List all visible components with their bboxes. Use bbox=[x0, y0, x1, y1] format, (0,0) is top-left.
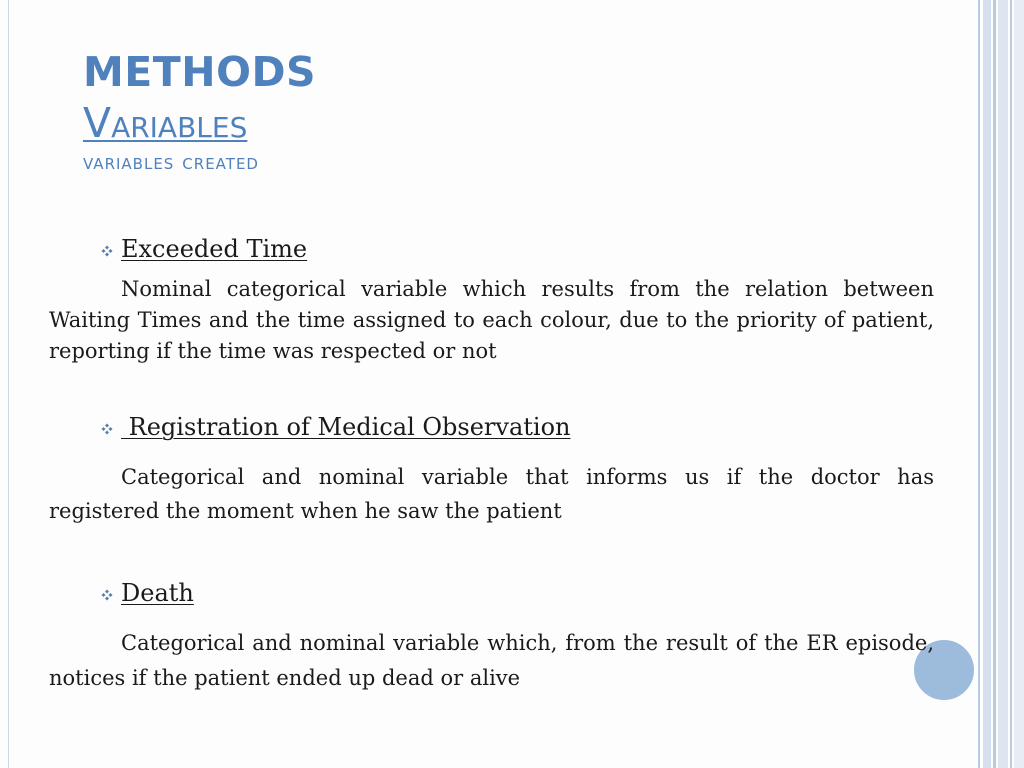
decorative-stripe bbox=[1014, 0, 1024, 768]
variable-item bbox=[49, 234, 934, 367]
variable-heading bbox=[49, 412, 934, 442]
variable-description: Categorical and nominal variable that informs us if the doctor has registered the moment when he saw the patient bbox=[49, 465, 934, 523]
four-diamond-bullet-icon bbox=[101, 423, 113, 435]
variable-item bbox=[49, 412, 934, 528]
title-subtitle-rest: ariables bbox=[111, 101, 248, 147]
title-subtitle-initial: V bbox=[83, 99, 112, 147]
variable-label: Death bbox=[121, 579, 194, 607]
variable-description: Nominal categorical variable which results from the relation between Waiting Times and the time assigned to each colour, due to the priority of patient, reporting if the time was respected or not bbox=[49, 277, 934, 363]
slide-title bbox=[83, 46, 316, 177]
decorative-stripe bbox=[993, 0, 996, 768]
variable-heading bbox=[49, 578, 934, 608]
title-subtitle-2: variables created bbox=[83, 150, 259, 175]
left-border-line bbox=[8, 0, 9, 768]
title-main: METHODS bbox=[83, 48, 317, 96]
decorative-stripe bbox=[1010, 0, 1012, 768]
title-subtitle bbox=[83, 98, 316, 149]
decorative-stripe bbox=[998, 0, 1008, 768]
variable-item bbox=[49, 578, 934, 696]
variable-heading bbox=[49, 234, 934, 264]
four-diamond-bullet-icon bbox=[101, 589, 113, 601]
decorative-stripe bbox=[978, 0, 980, 768]
variable-label: Exceeded Time bbox=[121, 235, 308, 263]
variable-label: Registration of Medical Observation bbox=[121, 413, 571, 441]
variable-description: Categorical and nominal variable which, from the result of the ER episode, notices if the patient ended up dead or alive bbox=[49, 631, 934, 690]
decorative-stripe bbox=[983, 0, 991, 768]
four-diamond-bullet-icon bbox=[101, 245, 113, 257]
